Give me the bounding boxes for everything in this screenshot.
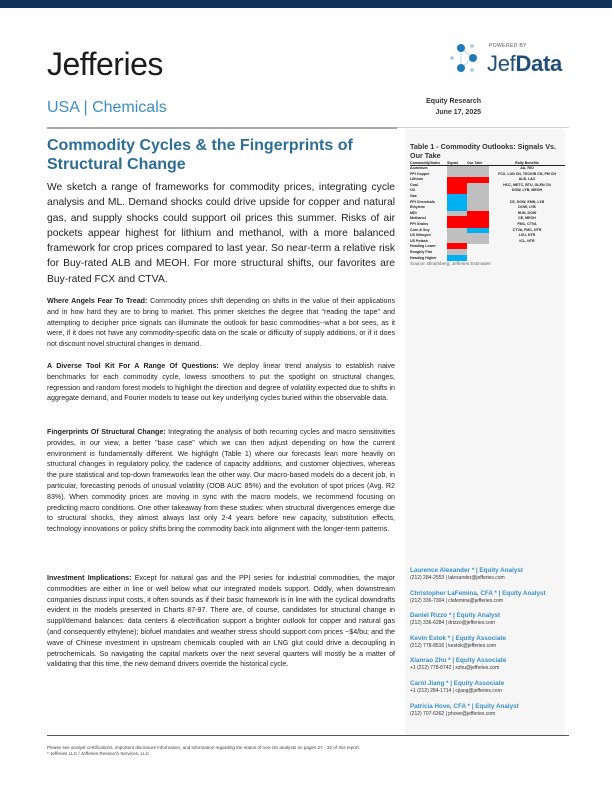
paragraph-fingerprints (47, 427, 395, 535)
table-source: Source: Bloomberg, Jefferies Estimates (410, 261, 491, 266)
commodity-name: Corn & Soy (410, 227, 430, 232)
rally-benefits: CE, MEOH (518, 216, 536, 221)
paragraph-text: Integrating the analysis of both recurring cycles and macro sensitivities provides, in our view, a better "base case" which we can then adjust depending on how the current environment is fundamentally different. We highlight (Table 1) where our forecasts lean more heavily on structural changes in regulatory policy, the cadence of capacity additions, and customer objectives, whereas the pure statistical and top-down frameworks lean the other way. Our macro-based models do a decent job, in particular, forecasting periods of unusual volatility (OOB AUC 85%) and the evolution of spot prices (Avg. R2 83%). When commodity prices are moving in sync with the macro models, we recommend focusing on predicting macro conditions. One other takeaway from these studies: when structural divergences emerge due to structural shocks, they almost always last only 2-4 years before new capacity, substitution effects, technology innovations or policy shifts bring the commodity back into alignment with the longer-term patterns. (47, 428, 395, 534)
table-body (410, 166, 565, 244)
paragraph-investment-implications (47, 573, 395, 670)
analyst-contact[interactable]: (212) 336-7304 | clafemina@jefferies.com (410, 597, 503, 604)
commodity-name: PPI Chemicals (410, 199, 435, 204)
commodity-name: Oil (410, 188, 415, 193)
footer-divider (47, 735, 569, 736)
commodity-name: Coal (410, 182, 418, 187)
wordmark-bold: Data (515, 51, 562, 76)
sidebar-divider (397, 127, 569, 128)
paragraph-text: Commodity prices shift depending on shifts in the value of their applications and in how hard they are to bring to market. This primer sketches the degree that "reading the tape" and attempting to decipher price signals can illuminate the outlook for basic commodities--what a bot sees, as it were, if it does not have any commodity-specific data on the scale or difficulty of supply additions, or if it does not discount novel structural changes in demand. (47, 297, 395, 349)
region-sector: USA | Chemicals (47, 99, 167, 116)
lead-summary: We sketch a range of frameworks for commodity prices, integrating cycle analysis and ML. Demand shocks could drive upside for copper and natural gas, and supply shocks could support oil prices this summer. Risks of air pockets appear highest for lithium and methanol, with a more balanced framework for crop prices compared to last year. So near-term a relative risk for Buy-rated ALB and MEOH. For more structural shifts, our favorites are Buy-rated FCX and CTVA. (47, 182, 395, 285)
analyst-name: Christopher LaFemina, CFA * | Equity Analyst (410, 589, 546, 597)
commodity-name: Methanol (410, 216, 426, 221)
table-legend (410, 243, 565, 261)
analyst-entry (410, 680, 570, 695)
rally-benefits: DOW, LYB, MEOH (511, 188, 543, 193)
rally-benefits: AA, RIO (520, 166, 534, 170)
commodity-name: Ethylene (410, 205, 425, 210)
report-date: June 17, 2025 (435, 109, 481, 116)
analyst-entry (410, 657, 570, 672)
footer (47, 745, 360, 757)
table-title: Table 1 - Commodity Outlooks: Signals Vs. Our Take (410, 142, 557, 160)
paragraph-heading: Where Angels Fear To Tread: (47, 297, 148, 305)
analyst-contact[interactable]: +1 (212) 778-8742 | xzhu@jefferies.com (410, 665, 500, 672)
rally-benefits: CTVA, FMC, NTR (512, 227, 542, 232)
analyst-contact[interactable]: (212) 778-8516 | kestok@jefferies.com (410, 642, 497, 649)
analyst-name: Xianrao Zhu * | Equity Associate (410, 657, 507, 665)
analyst-contact[interactable]: +1 (212) 284-1714 | cjiang@jefferies.com (410, 687, 502, 694)
report-meta (426, 96, 481, 118)
paragraph-heading: Fingerprints Of Structural Change: (47, 428, 166, 436)
jefdata-logo (449, 38, 569, 82)
col-commodity: Commodity/Index (410, 161, 441, 165)
report-title: Commodity Cycles & the Fingerprints of Structural Change (47, 137, 353, 173)
rally-benefits: ALB, LAC (518, 177, 536, 182)
analyst-name: Kevin Estok * | Equity Associate (410, 634, 507, 642)
disclosure-note: Please see analyst certifications, important disclosure information, and information regarding the status of non-US analysts on pages 27 - 32 of this report. (47, 745, 361, 750)
jefferies-logo: Jefferies (47, 46, 163, 82)
paragraph-text: Except for natural gas and the PPI series for industrial commodities, the major commodities are either in line or well below what our integrated models support. Oddly, when downstream companies discuss input costs, it often sounds as if their basic framework is in line with the cyclical downdrafts evident in the models presented in Charts 87-97. There are, of course, candidates for structural change in suppl/demand balances: data centers & electrification support a brighter outlook for copper and natural gas (and consequently ethylene); biofuel mandates and weather stress should support corn prices ~$4/bu; and the wave of Chinese investment in upstream chemicals coupled with an LNG glut could drive a decoupling in petrochemicals. So navigating the capital markets over the next several quarters will mostly be a matter of validating that this time, the new demand drivers override the historical cycle. (47, 574, 396, 669)
rally-benefits: LXU, NTR (518, 233, 536, 238)
paragraph-tool-kit (47, 361, 395, 404)
rally-benefits: CE, DOW, EMN, LYB (509, 199, 545, 204)
analyst-contact[interactable]: (212) 284-2553 | lalexander@jefferies.com (410, 575, 505, 581)
commodity-name: Gas (410, 193, 417, 198)
analyst-name: Laurence Alexander * | Equity Analyst (410, 567, 523, 574)
rally-benefits: ICL, NTR (519, 238, 535, 243)
top-banner (0, 0, 612, 8)
analyst-entry (410, 590, 570, 605)
commodity-name: US Nitrogen (410, 233, 431, 238)
commodity-name: Aluminum (410, 166, 428, 170)
col-rally-benefits: Rally Benefits (515, 161, 539, 165)
paragraph-text: We deploy linear trend analysis to establish naive benchmarks for each commodity cycle, lowess smoothers to put the spotlight on structural changes, regression and random forest models to highlight the direction and degree of volatility expected due to shifts in aggregate demand, and Fourier models to tease out key underlying cycles buried within the observable data. (47, 362, 395, 403)
network-dots-icon (449, 40, 483, 76)
analyst-entry (410, 635, 570, 650)
rally-benefits: FCX, LUN CN, TECK/B CN, FM CN (498, 171, 556, 176)
report-type: Equity Research (426, 98, 481, 105)
paragraph-heading: Investment Implications: (47, 574, 132, 582)
paragraph-where-angels (47, 296, 395, 350)
powered-by-label: POWERED BY (489, 43, 527, 49)
rally-benefits: DOW, LYB (518, 205, 536, 210)
paragraph-heading: A Diverse Tool Kit For A Range Of Questions: (47, 362, 219, 370)
rally-benefits: HCC, METC, BTU, GLEN CN (503, 182, 551, 187)
analyst-name: Daniel Rizzo * | Equity Analyst (410, 612, 501, 620)
analyst-list (410, 567, 570, 725)
legend-label: Heading Higher (410, 256, 437, 260)
col-signal: Signal (447, 161, 458, 165)
commodity-name: MDI (410, 210, 417, 215)
header-divider (47, 127, 397, 129)
wordmark-light: Jef (487, 51, 516, 76)
commodity-outlook-table (410, 161, 565, 244)
commodity-name: PPI Grains (410, 221, 429, 226)
commodity-name: Lithium (410, 177, 423, 182)
legend-label: Roughly Flat (410, 250, 432, 254)
entity-note: * Jefferies LLC / Jefferies Research Services, LLC (47, 751, 149, 756)
rally-benefits: HUN, DOW (517, 210, 537, 215)
analyst-entry (410, 703, 570, 718)
commodity-name: US Potash (410, 238, 428, 243)
commodity-name: PPI Copper (410, 171, 430, 176)
analyst-name: Carol Jiang * | Equity Associate (410, 679, 505, 687)
rally-benefits: FMC, CTVA (517, 221, 537, 226)
analyst-contact[interactable]: (212) 707-6362 | phove@jefferies.com (410, 710, 496, 717)
analyst-contact[interactable]: (212) 336-6284 | drizzo@jefferies.com (410, 620, 495, 627)
analyst-name: Patricia Hove, CFA * | Equity Analyst (410, 702, 519, 710)
legend-label: Heading Lower (410, 244, 436, 248)
analyst-entry (410, 567, 570, 582)
jefdata-wordmark (487, 51, 562, 77)
analyst-entry (410, 612, 570, 627)
col-our-take: Our Take (467, 161, 483, 165)
